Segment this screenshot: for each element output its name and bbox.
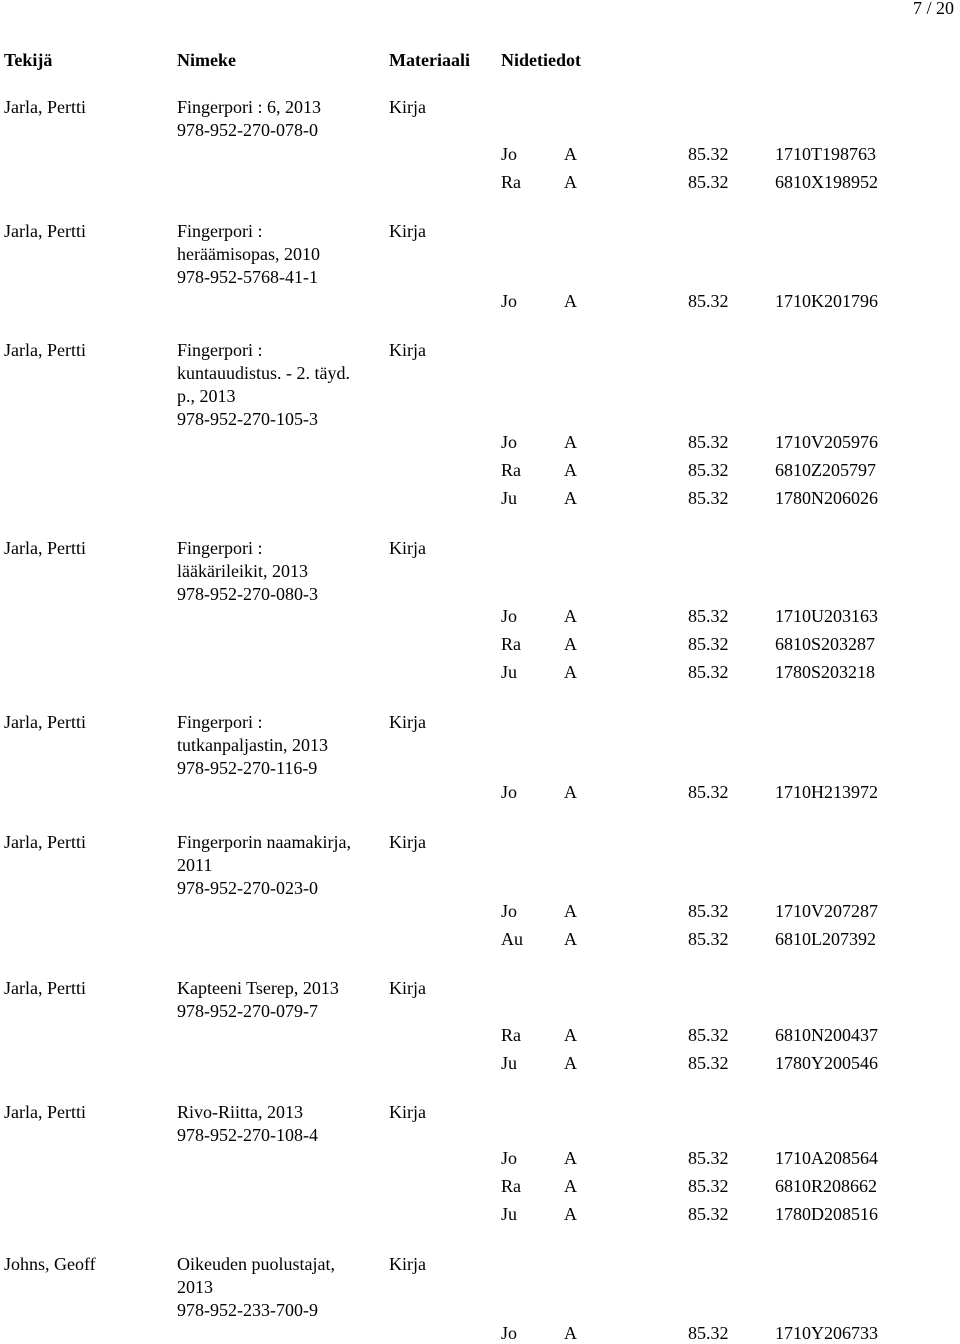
record-material: Kirja — [389, 97, 426, 117]
holding-collection: A — [564, 1148, 577, 1168]
record-material: Kirja — [389, 340, 426, 360]
holding-class: 85.32 — [688, 1176, 729, 1196]
holding-class: 85.32 — [688, 144, 729, 164]
holding-location: Ra — [501, 1025, 521, 1045]
holding-location: Au — [501, 929, 523, 949]
record-title-line: 978-952-270-079-7 — [177, 1001, 318, 1021]
record-title-line: kuntauudistus. - 2. täyd. — [177, 363, 350, 383]
holding-class: 85.32 — [688, 291, 729, 311]
page-number: 7 / 20 — [912, 0, 954, 18]
record-title-line: tutkanpaljastin, 2013 — [177, 735, 328, 755]
record-author: Jarla, Pertti — [4, 1102, 86, 1122]
record-author: Jarla, Pertti — [4, 978, 86, 998]
holding-location: Ra — [501, 460, 521, 480]
record-author: Jarla, Pertti — [4, 712, 86, 732]
record-author: Jarla, Pertti — [4, 832, 86, 852]
holding-class: 85.32 — [688, 1204, 729, 1224]
holding-item-id: 1710A208564 — [775, 1148, 878, 1168]
record-title-line: Fingerpori : — [177, 538, 263, 558]
holding-location: Jo — [501, 782, 518, 802]
holding-collection: A — [564, 1323, 577, 1343]
record-material: Kirja — [389, 1102, 426, 1122]
holding-location: Ju — [501, 1053, 518, 1073]
record-material: Kirja — [389, 832, 426, 852]
holding-collection: A — [564, 662, 577, 682]
holding-collection: A — [564, 1176, 577, 1196]
record-title-line: Fingerporin naamakirja, — [177, 832, 351, 852]
holding-class: 85.32 — [688, 460, 729, 480]
record-material: Kirja — [389, 712, 426, 732]
holding-location: Jo — [501, 432, 518, 452]
record-title-line: 978-952-270-078-0 — [177, 120, 318, 140]
holding-item-id: 1710K201796 — [775, 291, 878, 311]
column-header-details: Nidetiedot — [501, 50, 581, 70]
record-material: Kirja — [389, 978, 426, 998]
holding-item-id: 1710V207287 — [775, 901, 878, 921]
holding-item-id: 1710Y206733 — [775, 1323, 878, 1343]
record-title-line: Fingerpori : — [177, 221, 263, 241]
holding-class: 85.32 — [688, 1053, 729, 1073]
record-title-line: 978-952-270-108-4 — [177, 1125, 318, 1145]
column-header-material: Materiaali — [389, 50, 470, 70]
record-material: Kirja — [389, 538, 426, 558]
record-author: Johns, Geoff — [4, 1254, 96, 1274]
holding-class: 85.32 — [688, 1025, 729, 1045]
record-material: Kirja — [389, 1254, 426, 1274]
holding-item-id: 1780N206026 — [775, 488, 878, 508]
record-title-line: Fingerpori : — [177, 340, 263, 360]
holding-location: Ra — [501, 634, 521, 654]
holding-item-id: 1710H213972 — [775, 782, 878, 802]
holding-item-id: 1710U203163 — [775, 606, 878, 626]
record-title-line: 2011 — [177, 855, 213, 875]
holding-collection: A — [564, 782, 577, 802]
holding-item-id: 1780D208516 — [775, 1204, 878, 1224]
holding-collection: A — [564, 172, 577, 192]
record-title-line: heräämisopas, 2010 — [177, 244, 320, 264]
holding-class: 85.32 — [688, 634, 729, 654]
holding-item-id: 1780S203218 — [775, 662, 876, 682]
holding-collection: A — [564, 460, 577, 480]
holding-location: Ra — [501, 172, 521, 192]
holding-class: 85.32 — [688, 488, 729, 508]
record-author: Jarla, Pertti — [4, 97, 86, 117]
record-title-line: 978-952-270-116-9 — [177, 758, 318, 778]
holding-location: Jo — [501, 144, 518, 164]
holding-collection: A — [564, 291, 577, 311]
holding-class: 85.32 — [688, 432, 729, 452]
holding-class: 85.32 — [688, 901, 729, 921]
record-title-line: Fingerpori : 6, 2013 — [177, 97, 321, 117]
holding-item-id: 1710V205976 — [775, 432, 878, 452]
holding-location: Jo — [501, 1148, 518, 1168]
holding-item-id: 1780Y200546 — [775, 1053, 878, 1073]
record-title-line: lääkärileikit, 2013 — [177, 561, 308, 581]
holding-class: 85.32 — [688, 172, 729, 192]
holding-location: Ju — [501, 1204, 518, 1224]
record-title-line: 978-952-5768-41-1 — [177, 267, 318, 287]
holding-location: Jo — [501, 606, 518, 626]
record-title-line: 978-952-270-023-0 — [177, 878, 318, 898]
holding-collection: A — [564, 634, 577, 654]
holding-class: 85.32 — [688, 1323, 729, 1343]
holding-class: 85.32 — [688, 1148, 729, 1168]
holding-class: 85.32 — [688, 929, 729, 949]
holding-collection: A — [564, 929, 577, 949]
holding-location: Jo — [501, 901, 518, 921]
record-author: Jarla, Pertti — [4, 340, 86, 360]
record-title-line: Fingerpori : — [177, 712, 263, 732]
record-title-line: 978-952-270-105-3 — [177, 409, 318, 429]
record-title-line: Rivo-Riitta, 2013 — [177, 1102, 303, 1122]
record-author: Jarla, Pertti — [4, 538, 86, 558]
holding-collection: A — [564, 901, 577, 921]
record-title-line: 978-952-233-700-9 — [177, 1300, 318, 1320]
holding-item-id: 1710T198763 — [775, 144, 876, 164]
record-title-line: Oikeuden puolustajat, — [177, 1254, 335, 1274]
record-title-line: 978-952-270-080-3 — [177, 584, 318, 604]
holding-item-id: 6810R208662 — [775, 1176, 878, 1196]
record-author: Jarla, Pertti — [4, 221, 86, 241]
holding-location: Jo — [501, 291, 518, 311]
holding-collection: A — [564, 1204, 577, 1224]
holding-location: Jo — [501, 1323, 518, 1343]
record-title-line: Kapteeni Tserep, 2013 — [177, 978, 339, 998]
holding-location: Ju — [501, 488, 518, 508]
column-header-author: Tekijä — [4, 50, 53, 70]
holding-collection: A — [564, 1053, 577, 1073]
record-material: Kirja — [389, 221, 426, 241]
holding-collection: A — [564, 1025, 577, 1045]
holding-location: Ju — [501, 662, 518, 682]
holding-class: 85.32 — [688, 606, 729, 626]
holding-item-id: 6810Z205797 — [775, 460, 876, 480]
column-header-title: Nimeke — [177, 50, 236, 70]
holding-item-id: 6810N200437 — [775, 1025, 878, 1045]
record-title-line: 2013 — [177, 1277, 213, 1297]
holding-item-id: 6810L207392 — [775, 929, 876, 949]
holding-item-id: 6810S203287 — [775, 634, 876, 654]
holding-collection: A — [564, 606, 577, 626]
holding-location: Ra — [501, 1176, 521, 1196]
holding-collection: A — [564, 144, 577, 164]
holding-item-id: 6810X198952 — [775, 172, 878, 192]
holding-collection: A — [564, 488, 577, 508]
holding-class: 85.32 — [688, 782, 729, 802]
holding-class: 85.32 — [688, 662, 729, 682]
holding-collection: A — [564, 432, 577, 452]
record-title-line: p., 2013 — [177, 386, 236, 406]
